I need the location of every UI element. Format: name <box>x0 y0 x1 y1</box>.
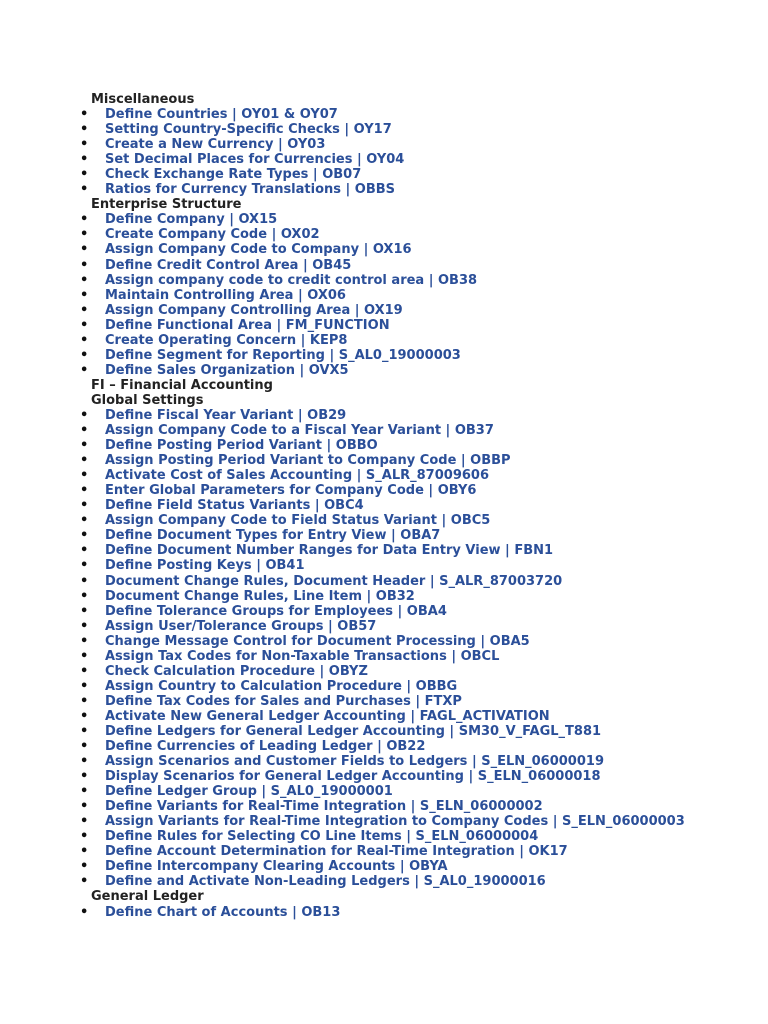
transaction-link[interactable]: Define Tolerance Groups for Employees | OBA4 <box>105 603 447 619</box>
transaction-link[interactable]: Display Scenarios for General Ledger Accounting | S_ELN_06000018 <box>105 769 601 785</box>
bullet-icon: • <box>80 769 89 785</box>
bullet-icon: • <box>80 573 89 589</box>
bullet-icon: • <box>80 904 89 920</box>
transaction-link[interactable]: Assign Company Code to Field Status Variant | OBC5 <box>105 513 491 529</box>
list-item <box>0 167 768 182</box>
bullet-icon: • <box>80 347 89 363</box>
transaction-link[interactable]: Check Calculation Procedure | OBYZ <box>105 663 368 679</box>
transaction-link[interactable]: Activate Cost of Sales Accounting | S_ALR_87009606 <box>105 468 490 484</box>
transaction-link[interactable]: Define Posting Period Variant | OBBO <box>105 438 378 454</box>
transaction-link[interactable]: Define Company | OX15 <box>105 212 278 228</box>
bullet-icon: • <box>80 739 89 755</box>
bullet-icon: • <box>80 407 89 423</box>
transaction-link[interactable]: Activate New General Ledger Accounting | FAGL_ACTIVATION <box>105 708 550 724</box>
bullet-icon: • <box>80 227 89 243</box>
list-item <box>0 905 768 920</box>
list-item <box>0 724 768 739</box>
transaction-link[interactable]: Assign Country to Calculation Procedure | OBBG <box>105 678 458 694</box>
bullet-icon: • <box>80 874 89 890</box>
list-item <box>0 498 768 513</box>
bullet-icon: • <box>80 423 89 439</box>
list-item <box>0 438 768 453</box>
transaction-link[interactable]: Set Decimal Places for Currencies | OY04 <box>105 152 405 168</box>
list-item <box>0 107 768 122</box>
list-item <box>0 483 768 498</box>
bullet-icon: • <box>80 784 89 800</box>
bullet-icon: • <box>80 498 89 514</box>
transaction-link[interactable]: Create Company Code | OX02 <box>105 227 320 243</box>
list-item <box>0 649 768 664</box>
transaction-link[interactable]: Enter Global Parameters for Company Code | OBY6 <box>105 483 477 499</box>
transaction-link[interactable]: Define Field Status Variants | OBC4 <box>105 498 364 514</box>
bullet-icon: • <box>80 528 89 544</box>
list-item <box>0 318 768 333</box>
list-item <box>0 363 768 378</box>
transaction-link[interactable]: Assign Tax Codes for Non-Taxable Transactions | OBCL <box>105 648 500 664</box>
bullet-icon: • <box>80 257 89 273</box>
bullet-icon: • <box>80 844 89 860</box>
list-item <box>0 709 768 724</box>
transaction-link[interactable]: Define Variants for Real-Time Integration | S_ELN_06000002 <box>105 799 543 815</box>
transaction-link[interactable]: Define Functional Area | FM_FUNCTION <box>105 317 390 333</box>
section-heading: Global Settings <box>91 392 204 408</box>
bullet-icon: • <box>80 648 89 664</box>
list-item <box>0 694 768 709</box>
transaction-link[interactable]: Define Tax Codes for Sales and Purchases | FTXP <box>105 693 462 709</box>
section-heading: FI – Financial Accounting <box>91 377 273 393</box>
transaction-link[interactable]: Check Exchange Rate Types | OB07 <box>105 167 362 183</box>
transaction-link[interactable]: Define Fiscal Year Variant | OB29 <box>105 407 347 423</box>
list-item <box>0 604 768 619</box>
bullet-icon: • <box>80 678 89 694</box>
list-item <box>0 558 768 573</box>
bullet-icon: • <box>80 107 89 123</box>
transaction-link[interactable]: Define and Activate Non-Leading Ledgers | S_AL0_19000016 <box>105 874 546 890</box>
list-item <box>0 754 768 769</box>
list-item <box>0 152 768 167</box>
list-item <box>0 288 768 303</box>
bullet-icon: • <box>80 272 89 288</box>
list-item <box>0 468 768 483</box>
transaction-link[interactable]: Change Message Control for Document Processing | OBA5 <box>105 633 530 649</box>
transaction-link[interactable]: Ratios for Currency Translations | OBBS <box>105 182 396 198</box>
transaction-link[interactable]: Assign Posting Period Variant to Company Code | OBBP <box>105 453 511 469</box>
bullet-icon: • <box>80 122 89 138</box>
transaction-link[interactable]: Define Document Types for Entry View | OBA7 <box>105 528 441 544</box>
transaction-link[interactable]: Define Posting Keys | OB41 <box>105 558 305 574</box>
bullet-icon: • <box>80 558 89 574</box>
bullet-icon: • <box>80 152 89 168</box>
list-item <box>0 513 768 528</box>
transaction-link[interactable]: Define Ledgers for General Ledger Accounting | SM30_V_FAGL_T881 <box>105 723 602 739</box>
bullet-icon: • <box>80 317 89 333</box>
list-item <box>0 829 768 844</box>
transaction-link[interactable]: Create Operating Concern | KEP8 <box>105 332 348 348</box>
transaction-link[interactable]: Define Ledger Group | S_AL0_19000001 <box>105 784 393 800</box>
list-item <box>0 408 768 423</box>
bullet-icon: • <box>80 483 89 499</box>
transaction-link[interactable]: Document Change Rules, Line Item | OB32 <box>105 588 415 604</box>
list-item <box>0 122 768 137</box>
list-item <box>0 258 768 273</box>
list-item <box>0 799 768 814</box>
list-item <box>0 634 768 649</box>
bullet-icon: • <box>80 212 89 228</box>
bullet-icon: • <box>80 453 89 469</box>
list-item <box>0 874 768 889</box>
transaction-link[interactable]: Assign Variants for Real-Time Integration to Company Codes | S_ELN_06000003 <box>105 814 685 830</box>
bullet-icon: • <box>80 438 89 454</box>
transaction-link[interactable]: Define Document Number Ranges for Data Entry View | FBN1 <box>105 543 554 559</box>
bullet-icon: • <box>80 588 89 604</box>
transaction-link[interactable]: Define Countries | OY01 & OY07 <box>105 107 338 123</box>
list-item <box>0 227 768 242</box>
list-item <box>0 453 768 468</box>
list-item <box>0 844 768 859</box>
list-item <box>0 543 768 558</box>
section-heading: Miscellaneous <box>91 92 195 107</box>
bullet-icon: • <box>80 663 89 679</box>
list-item <box>0 528 768 543</box>
list-item <box>0 182 768 197</box>
transaction-link[interactable]: Define Chart of Accounts | OB13 <box>105 904 341 920</box>
list-item <box>0 589 768 604</box>
transaction-link[interactable]: Assign User/Tolerance Groups | OB57 <box>105 618 377 634</box>
transaction-link[interactable]: Define Sales Organization | OVX5 <box>105 362 349 378</box>
list-item <box>0 273 768 288</box>
list-item <box>0 137 768 152</box>
transaction-link[interactable]: Define Credit Control Area | OB45 <box>105 257 352 273</box>
list-item <box>0 348 768 363</box>
transaction-link[interactable]: Create a New Currency | OY03 <box>105 137 326 153</box>
list-item <box>0 859 768 874</box>
bullet-icon: • <box>80 708 89 724</box>
section-heading: Enterprise Structure <box>91 197 242 213</box>
transaction-link[interactable]: Assign Company Code to Company | OX16 <box>105 242 412 258</box>
bullet-icon: • <box>80 543 89 559</box>
list-item <box>0 574 768 589</box>
bullet-icon: • <box>80 332 89 348</box>
list-item <box>0 242 768 257</box>
bullet-icon: • <box>80 182 89 198</box>
transaction-link[interactable]: Assign Company Code to a Fiscal Year Variant | OB37 <box>105 423 494 439</box>
bullet-icon: • <box>80 513 89 529</box>
list-item <box>0 333 768 348</box>
list-item <box>0 619 768 634</box>
bullet-icon: • <box>80 468 89 484</box>
bullet-icon: • <box>80 693 89 709</box>
transaction-link[interactable]: Maintain Controlling Area | OX06 <box>105 287 346 303</box>
transaction-link[interactable]: Define Rules for Selecting CO Line Items | S_ELN_06000004 <box>105 829 539 845</box>
bullet-icon: • <box>80 167 89 183</box>
list-item <box>0 739 768 754</box>
bullet-icon: • <box>80 242 89 258</box>
bullet-icon: • <box>80 859 89 875</box>
section-heading: General Ledger <box>91 889 204 905</box>
transaction-link[interactable]: Define Segment for Reporting | S_AL0_19000003 <box>105 347 461 363</box>
bullet-icon: • <box>80 362 89 378</box>
transaction-link[interactable]: Assign Company Controlling Area | OX19 <box>105 302 403 318</box>
bullet-icon: • <box>80 137 89 153</box>
transaction-link[interactable]: Define Currencies of Leading Ledger | OB22 <box>105 739 426 755</box>
bullet-icon: • <box>80 829 89 845</box>
transaction-link[interactable]: Assign company code to credit control area | OB38 <box>105 272 478 288</box>
bullet-icon: • <box>80 633 89 649</box>
list-item <box>0 769 768 784</box>
list-item <box>0 212 768 227</box>
bullet-icon: • <box>80 618 89 634</box>
transaction-link[interactable]: Setting Country-Specific Checks | OY17 <box>105 122 392 138</box>
bullet-icon: • <box>80 814 89 830</box>
bullet-icon: • <box>80 302 89 318</box>
list-item <box>0 303 768 318</box>
bullet-icon: • <box>80 603 89 619</box>
transaction-link[interactable]: Assign Scenarios and Customer Fields to Ledgers | S_ELN_06000019 <box>105 754 604 770</box>
list-item <box>0 664 768 679</box>
bullet-icon: • <box>80 754 89 770</box>
list-item <box>0 679 768 694</box>
transaction-link[interactable]: Document Change Rules, Document Header | S_ALR_87003720 <box>105 573 563 589</box>
document-body <box>0 92 768 920</box>
bullet-icon: • <box>80 799 89 815</box>
transaction-link[interactable]: Define Account Determination for Real-Time Integration | OK17 <box>105 844 568 860</box>
bullet-icon: • <box>80 723 89 739</box>
bullet-icon: • <box>80 287 89 303</box>
list-item <box>0 814 768 829</box>
list-item <box>0 423 768 438</box>
list-item <box>0 784 768 799</box>
transaction-link[interactable]: Define Intercompany Clearing Accounts | OBYA <box>105 859 448 875</box>
